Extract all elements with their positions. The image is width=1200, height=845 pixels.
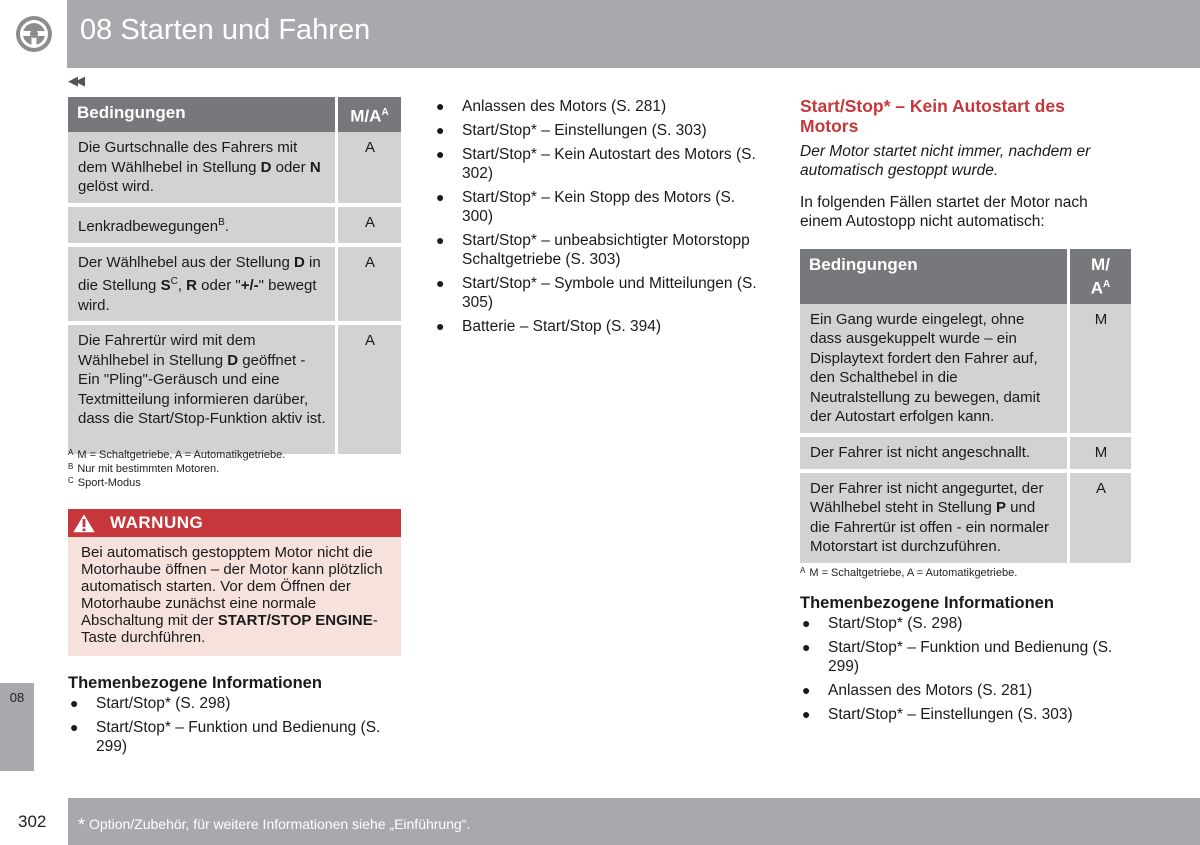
chapter-title: 08 Starten und Fahren xyxy=(80,14,371,46)
related-link[interactable]: ● Start/Stop* (S. 298) xyxy=(802,615,963,632)
steering-wheel-icon xyxy=(14,11,54,57)
code-cell: M xyxy=(1067,304,1131,437)
related-link[interactable]: ● Batterie – Start/Stop (S. 394) xyxy=(436,318,662,335)
code-cell: A xyxy=(335,325,401,458)
warning-text: Bei automatisch gestopptem Motor nicht die Motorhaube öffnen – der Motor kann plötzlich automatisch starten. Vor dem Öffnen der Motorhaube zunächst eine normale Abschaltung mit der START/STOP ENGINE-Taste durchführen. xyxy=(81,544,383,646)
chapter-side-tab-label: 08 xyxy=(9,690,25,705)
related-link[interactable]: ● Start/Stop* – Funktion und Bedienung (S. 299) xyxy=(70,719,381,755)
related-link[interactable]: ● Start/Stop* – Kein Autostart des Motors (S. 302) xyxy=(436,146,756,182)
related-link[interactable]: ● Start/Stop* – Einstellungen (S. 303) xyxy=(802,706,1073,723)
footnote: $^C$ Sport-Modus xyxy=(68,476,141,489)
section-subtitle: Der Motor startet nicht immer, nachdem er automatisch gestoppt wurde. xyxy=(800,143,1091,179)
table-row xyxy=(800,304,1131,437)
column-header-code: M/ $A^A$ xyxy=(1067,249,1131,304)
column-header-conditions: Bedingungen xyxy=(800,249,1067,304)
condition-cell: Die Fahrertür wird mit dem Wählhebel in Stellung D geöffnet - Ein "Pling"-Geräusch und eine Textmitteilung informieren darüber, dass die Start/Stop-Funktion aktiv ist. xyxy=(68,325,335,458)
condition-cell: Lenkradbewegungen$^B$. xyxy=(68,207,335,247)
footer-note: * Option/Zubehör, für weitere Informationen siehe „Einführung“. xyxy=(78,815,471,835)
related-link[interactable]: ● Start/Stop* – unbeabsichtigter Motorstopp Schaltgetriebe (S. 303) xyxy=(436,232,750,268)
condition-cell: Der Wählhebel aus der Stellung D in die Stellung $S^C$, R oder "+/-" bewegt wird. xyxy=(68,247,335,326)
table-row xyxy=(800,437,1131,473)
related-info-heading: Themenbezogene Informationen xyxy=(800,594,1054,612)
related-info-list xyxy=(68,694,388,761)
conditions-table-right xyxy=(800,249,1131,567)
related-link[interactable]: ● Start/Stop* – Funktion und Bedienung (S. 299) xyxy=(802,639,1113,675)
table-row xyxy=(800,473,1131,567)
conditions-table-left xyxy=(68,97,401,458)
warning-triangle-icon xyxy=(70,511,98,535)
double-chevron-left-icon[interactable]: ◀◀ xyxy=(68,73,82,88)
related-link[interactable]: ● Start/Stop* – Einstellungen (S. 303) xyxy=(436,122,707,139)
condition-cell: Der Fahrer ist nicht angegurtet, der Wählhebel steht in Stellung P und die Fahrertür ist offen - ein normaler Motorstart ist durchzuführen. xyxy=(800,473,1067,567)
related-link[interactable]: ● Anlassen des Motors (S. 281) xyxy=(802,682,1033,699)
asterisk-mark: * xyxy=(78,815,86,835)
condition-cell: Ein Gang wurde eingelegt, ohne dass ausgekuppelt wurde – ein Displaytext fordert den Fahrer auf, den Schalthebel in die Neutralstellung zu bewegen, damit der Autostart erfolgen kann. xyxy=(800,304,1067,437)
table-row xyxy=(68,207,401,247)
related-link[interactable]: ● Start/Stop* – Symbole und Mitteilungen (S. 305) xyxy=(436,275,757,311)
code-cell: A xyxy=(335,247,401,326)
section-title: Start/Stop* – Kein Autostart des Motors xyxy=(800,96,1065,136)
code-cell: M xyxy=(1067,437,1131,473)
code-cell: A xyxy=(1067,473,1131,567)
condition-cell: Der Fahrer ist nicht angeschnallt. xyxy=(800,437,1067,473)
footnote: $^B$ Nur mit bestimmten Motoren. xyxy=(68,462,220,475)
related-info-heading: Themenbezogene Informationen xyxy=(68,674,322,692)
table-row xyxy=(68,247,401,326)
section-intro: In folgenden Fällen startet der Motor nach einem Autostopp nicht automatisch: xyxy=(800,194,1088,230)
column-header-conditions: Bedingungen xyxy=(68,97,335,132)
code-cell: A xyxy=(335,207,401,247)
related-link[interactable]: ● Start/Stop* (S. 298) xyxy=(70,695,231,712)
related-link[interactable]: ● Start/Stop* – Kein Stopp des Motors (S. 300) xyxy=(436,189,736,225)
code-cell: A xyxy=(335,132,401,207)
middle-related-list xyxy=(434,97,764,341)
footnote: $^A$ M = Schaltgetriebe, A = Automatikgetriebe. xyxy=(800,566,1018,579)
column-header-code: $M/A^A$ xyxy=(335,97,401,132)
warning-title: WARNUNG xyxy=(110,513,204,532)
related-info-list xyxy=(800,614,1120,729)
page-number: 302 xyxy=(18,812,47,831)
condition-cell: Die Gurtschnalle des Fahrers mit dem Wählhebel in Stellung D oder N gelöst wird. xyxy=(68,132,335,207)
footnote: $^A$ M = Schaltgetriebe, A = Automatikgetriebe. xyxy=(68,448,286,461)
table-row xyxy=(68,325,401,458)
table-row xyxy=(68,132,401,207)
related-link[interactable]: ● Anlassen des Motors (S. 281) xyxy=(436,98,667,115)
